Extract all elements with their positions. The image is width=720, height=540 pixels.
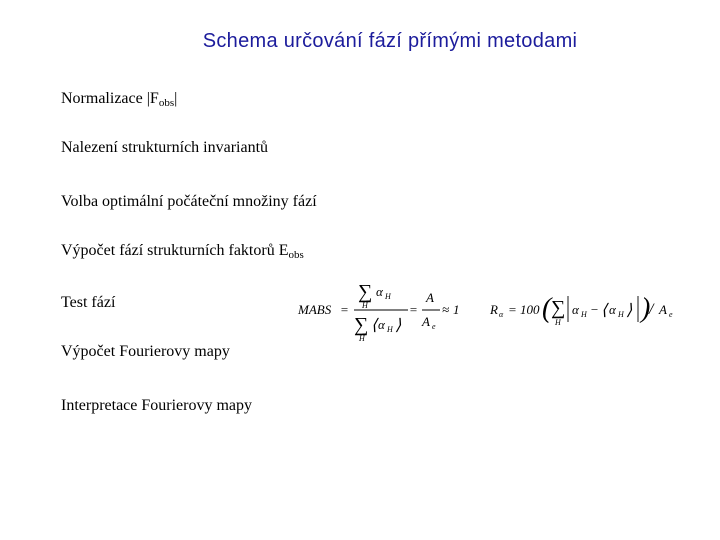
alpha-mean-index-r: H [618,310,624,319]
step-text: Volba optimální počáteční množiny fází [61,193,317,210]
step-structure-factor-phases [61,242,304,261]
angle-open: ⟨ [371,317,378,334]
step-text: Interpretace Fourierovy mapy [61,397,253,414]
r-symbol: R [490,302,498,317]
step-suffix: | [174,90,178,107]
step-text: Test fází [61,294,116,311]
step-fourier-interpretation [61,397,252,415]
sum-symbol-r: ∑ [551,297,566,319]
step-text: Výpočet Fourierovy mapy [61,343,230,360]
mabs-formula [296,274,471,346]
step-invariants [61,139,268,157]
sum-index-numerator: H [362,301,368,310]
slide-title: Schema určování fází přímými metodami [202,30,578,52]
paren-open: ( [542,293,552,324]
step-phase-test [61,294,115,312]
r-alpha-formula [488,284,688,334]
division-slash: / [649,301,654,318]
r-subscript: α [499,310,504,319]
sum-symbol-denominator: ∑ [354,314,369,336]
alpha-index-numerator: H [385,292,391,301]
alpha-denominator: α [378,317,385,332]
approx-sign: ≈ [442,302,450,317]
step-subscript: obs [158,97,175,109]
step-normalization [61,90,177,109]
denominator-a: A [422,314,430,329]
step-subscript: obs [288,249,304,261]
ae-subscript: e [669,310,673,319]
step-fourier-map [61,343,230,361]
sum-symbol-numerator: ∑ [358,281,373,303]
mabs-label: MABS [298,302,332,317]
step-text: Normalizace |F [61,90,159,107]
sum-index-denominator: H [359,334,365,343]
alpha-mean-r: α [609,302,616,317]
alpha-numerator: α [376,284,383,299]
hundred: 100 [520,302,540,317]
angle-close-r: ⟩ [626,302,633,319]
approx-one: 1 [453,302,460,317]
equals-sign-r: = [508,302,517,317]
equals-sign: = [340,302,349,317]
denominator-a-sub: e [432,322,436,331]
step-text: Nalezení strukturních invariantů [61,139,269,156]
angle-open-r: ⟨ [601,302,608,319]
alpha-index-denominator: H [387,325,393,334]
sum-index-r: H [555,318,561,327]
ae-symbol: A [659,302,667,317]
paren-close: ) [641,293,651,324]
minus-sign: − [590,302,599,317]
angle-close: ⟩ [395,317,402,334]
step-text: Výpočet fází strukturních faktorů E [61,242,289,259]
alpha-index-r: H [581,310,587,319]
equals-sign-2: = [409,302,418,317]
alpha-r: α [572,302,579,317]
step-initial-phase-set [61,193,317,211]
numerator-a: A [426,290,434,305]
